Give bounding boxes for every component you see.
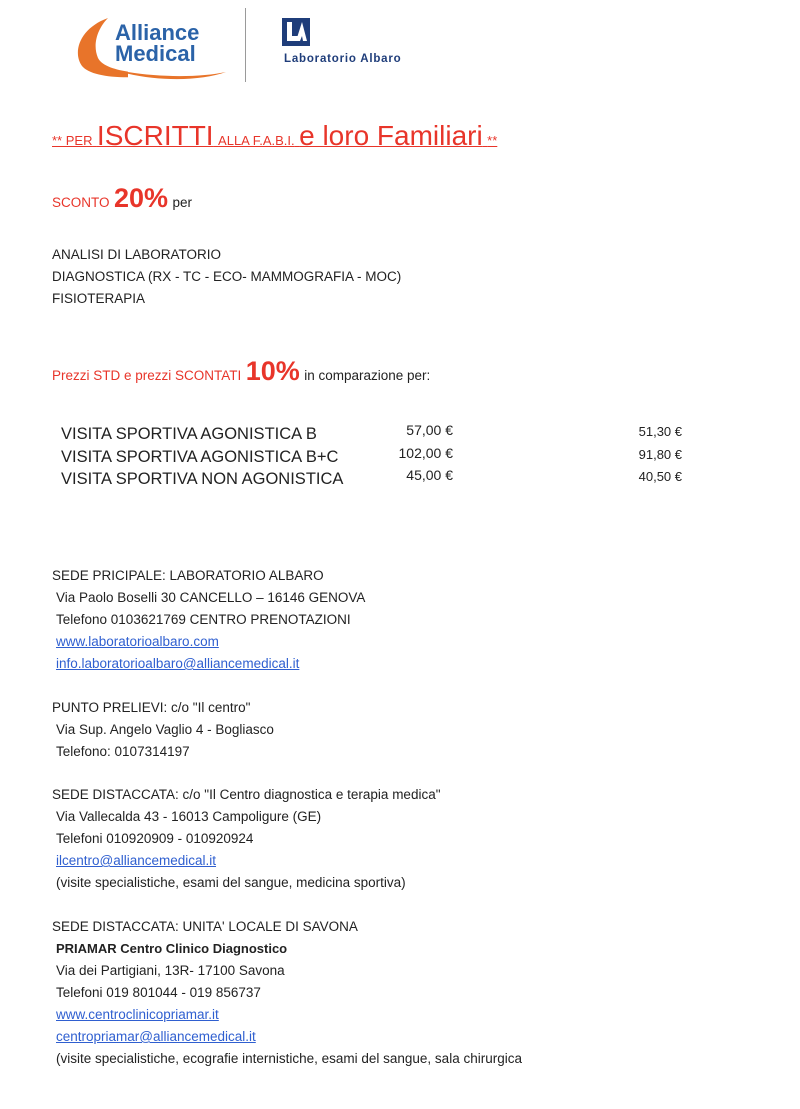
sede-distaccata-campoligure (52, 784, 441, 894)
sede-principale-title: SEDE PRICIPALE: LABORATORIO ALBARO (52, 568, 324, 583)
punto-prelievi-address: Via Sup. Angelo Vaglio 4 - Bogliasco (56, 722, 274, 737)
punto-prelievi (52, 697, 274, 763)
price-std: 45,00 € (406, 467, 453, 483)
sede-distaccata-address: Via Vallecalda 43 - 16013 Campoligure (GE) (56, 809, 322, 824)
savona-address: Via dei Partigiani, 13R- 17100 Savona (56, 963, 285, 978)
price-name: VISITA SPORTIVA AGONISTICA B+C (61, 448, 339, 466)
sede-distaccata-email-link[interactable]: ilcentro@alliancemedical.it (56, 853, 217, 868)
alliance-underline-swoosh-icon (108, 64, 228, 80)
sede-distaccata-note: (visite specialistiche, esami del sangue, medicina sportiva) (56, 875, 406, 890)
price-discounted: 40,50 € (638, 469, 682, 484)
savona-title: SEDE DISTACCATA: UNITA' LOCALE DI SAVONA (52, 919, 358, 934)
price-std: 102,00 € (398, 445, 453, 461)
service-item: ANALISI DI LABORATORIO (52, 247, 222, 262)
service-item: FISIOTERAPIA (52, 291, 146, 306)
savona-web-link[interactable]: www.centroclinicopriamar.it (56, 1007, 219, 1022)
sede-principale-email-link[interactable]: info.laboratorioalbaro@alliancemedical.it (56, 656, 300, 671)
savona-phone: Telefoni 019 801044 - 019 856737 (56, 985, 261, 1000)
sede-principale-address: Via Paolo Boselli 30 CANCELLO – 16146 GENOVA (56, 590, 366, 605)
savona-name: PRIAMAR Centro Clinico Diagnostico (56, 941, 288, 956)
punto-prelievi-phone: Telefono: 0107314197 (56, 744, 190, 759)
price-discounted: 91,80 € (638, 447, 682, 462)
discount-line: SCONTO 20% per (52, 183, 192, 213)
laboratorio-albaro-wordmark: Laboratorio Albaro (284, 53, 402, 65)
price-row (61, 448, 338, 467)
price-std: 57,00 € (406, 422, 453, 438)
sede-distaccata-title: SEDE DISTACCATA (52, 787, 176, 802)
logo-divider (245, 8, 246, 82)
alliance-medical-logo (68, 14, 228, 82)
sede-distaccata-detail: : c/o "Il Centro diagnostica e terapia medica" (175, 787, 441, 802)
sede-principale-web-link[interactable]: www.laboratorioalbaro.com (56, 634, 219, 649)
sede-distaccata-heading (52, 784, 441, 806)
sede-principale (52, 565, 365, 675)
sede-distaccata-savona (52, 916, 522, 1070)
la-monogram-icon (282, 18, 310, 46)
price-name: VISITA SPORTIVA NON AGONISTICA (61, 470, 344, 488)
sede-distaccata-phone: Telefoni 010920909 - 010920924 (56, 831, 254, 846)
savona-email-link[interactable]: centropriamar@alliancemedical.it (56, 1029, 256, 1044)
service-item: DIAGNOSTICA (RX - TC - ECO- MAMMOGRAFIA - MOC) (52, 269, 402, 284)
punto-prelievi-heading (52, 697, 274, 719)
sede-principale-phone: Telefono 0103621769 CENTRO PRENOTAZIONI (56, 612, 351, 627)
price-row (61, 425, 317, 444)
punto-prelievi-title: PUNTO PRELIEVI (52, 700, 164, 715)
savona-note: (visite specialistiche, ecografie internistiche, esami del sangue, sala chirurgica (56, 1051, 522, 1066)
price-name: VISITA SPORTIVA AGONISTICA B (61, 425, 317, 443)
services-list (52, 244, 401, 310)
comparison-line: Prezzi STD e prezzi SCONTATI 10% in comparazione per: (52, 356, 431, 386)
alliance-medical-wordmark: Alliance Medical (115, 20, 200, 66)
laboratorio-albaro-logo (282, 18, 402, 65)
punto-prelievi-detail: : c/o "Il centro" (163, 700, 251, 715)
price-discounted: 51,30 € (638, 424, 682, 439)
price-row (61, 470, 343, 489)
headline: ** PER ISCRITTI ALLA F.A.B.I. e loro Familiari ** (52, 120, 498, 151)
